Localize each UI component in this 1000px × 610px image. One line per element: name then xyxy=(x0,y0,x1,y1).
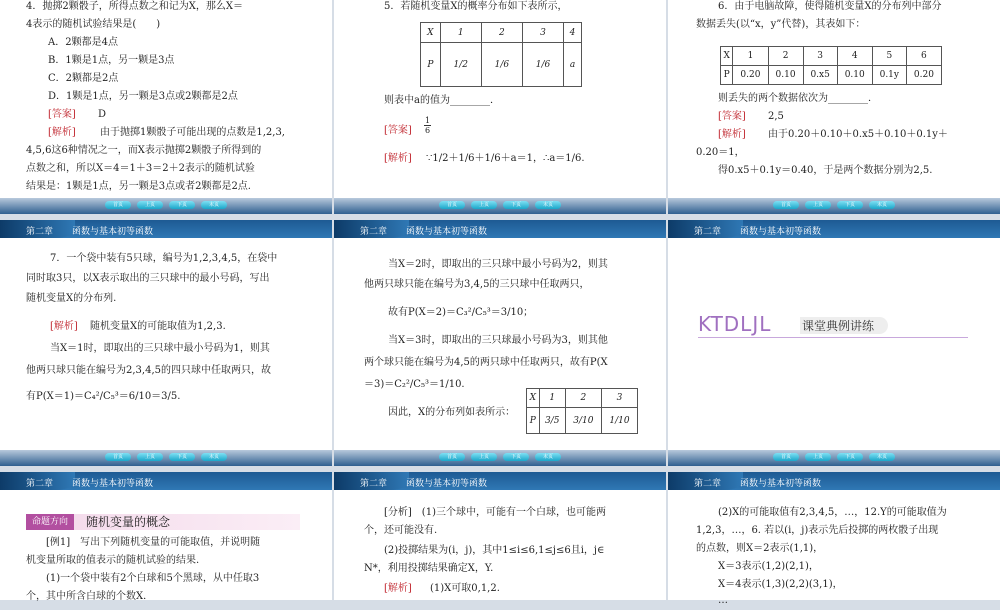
explanation-text: 当X＝2时，即取出的三只球中最小号码为2，则其 xyxy=(388,259,608,270)
example-text: (1)一个袋中装有2个白球和5个黑球，从中任取3 xyxy=(46,573,260,584)
last-page-button[interactable]: 末页 xyxy=(869,201,895,209)
example-text: 个，其中所含白球的个数X． xyxy=(26,591,154,602)
distribution-table xyxy=(720,46,942,85)
slide-footer xyxy=(334,198,666,214)
last-page-button[interactable]: 末页 xyxy=(535,201,561,209)
analysis-text: N*，利用投掷结果确定X，Y. xyxy=(364,563,494,574)
question-blank: 则表中a的值为________． xyxy=(384,95,500,106)
slide-header xyxy=(668,220,1000,238)
table-cell: 3/10 xyxy=(565,408,601,434)
table-cell: 1/6 xyxy=(481,43,522,87)
table-cell: X xyxy=(721,47,733,66)
section-title: 课堂典例讲练 xyxy=(800,317,888,334)
explanation-label: [解析] xyxy=(384,153,412,164)
slide-5 xyxy=(334,220,666,466)
next-page-button[interactable]: 下页 xyxy=(169,453,195,461)
explanation-text: 1,2,3，…，6. 若以(i，j)表示先后投掷的两枚骰子出现 xyxy=(696,525,939,536)
table-cell: 0.20 xyxy=(733,66,768,85)
explanation-text: 由于抛掷1颗骰子可能出现的点数是1,2,3, xyxy=(100,127,285,138)
prev-page-button[interactable]: 上页 xyxy=(805,453,831,461)
table-cell: 2 xyxy=(481,23,522,43)
explanation-label: [解析] xyxy=(384,583,412,594)
option-c: C．2颗都是2点 xyxy=(48,73,119,84)
table-cell: 0.10 xyxy=(837,66,872,85)
table-cell: 3 xyxy=(803,47,837,66)
topic-tag: 命题方向 xyxy=(26,514,74,530)
question-text: 5．若随机变量X的概率分布如下表所示， xyxy=(384,1,568,12)
analysis-text: [分析] (1)三个球中，可能有一个白球，也可能两 xyxy=(384,507,606,518)
table-cell: 0.x5 xyxy=(803,66,837,85)
explanation-text: 两个球只能在编号为4,5的两只球中任取两只，故有P(X xyxy=(364,357,608,368)
table-cell: P xyxy=(421,43,441,87)
table-cell: 0.10 xyxy=(768,66,803,85)
next-page-button[interactable]: 下页 xyxy=(837,201,863,209)
slide-header xyxy=(334,472,666,490)
table-cell: 2 xyxy=(565,389,601,408)
slide-footer xyxy=(0,198,332,214)
slide-footer xyxy=(668,450,1000,466)
first-page-button[interactable]: 首页 xyxy=(105,201,131,209)
question-text: 同时取3只，以X表示取出的三只球中的最小号码，写出 xyxy=(26,273,270,284)
last-page-button[interactable]: 末页 xyxy=(201,453,227,461)
distribution-table xyxy=(526,388,638,434)
fraction-numerator: 1 xyxy=(425,116,431,125)
slide-2 xyxy=(334,0,666,214)
question-blank: 则丢失的两个数据依次为________． xyxy=(718,93,878,104)
table-cell: 6 xyxy=(906,47,941,66)
explanation-text: 当X＝3时，即取出的三只球最小号码为3，则其他 xyxy=(388,335,608,346)
question-text: 7．一个袋中装有5只球，编号为1,2,3,4,5，在袋中 xyxy=(50,253,278,264)
question-text: 随机变量X的分布列. xyxy=(26,293,117,304)
explanation-text: 当X＝1时，即取出的三只球中最小号码为1，则其 xyxy=(50,343,270,354)
slide-4 xyxy=(0,220,332,466)
topic-title: 随机变量的概念 xyxy=(86,515,171,529)
prev-page-button[interactable]: 上页 xyxy=(471,201,497,209)
explanation-text: 0.20＝1， xyxy=(696,147,745,158)
next-page-button[interactable]: 下页 xyxy=(503,453,529,461)
option-a: A．2颗都是4点 xyxy=(48,37,118,48)
last-page-button[interactable]: 末页 xyxy=(535,453,561,461)
chapter-title: 函数与基本初等函数 xyxy=(72,479,154,489)
explanation-label: [解析] xyxy=(48,127,76,138)
explanation-label: [解析] xyxy=(50,321,78,332)
table-cell: P xyxy=(721,66,733,85)
table-cell: 0.1y xyxy=(872,66,906,85)
explanation-text: X＝4表示(1,3)(2,2)(3,1)， xyxy=(718,579,843,590)
chapter-label: 第二章 xyxy=(694,227,722,237)
chapter-label: 第二章 xyxy=(26,227,54,237)
slide-header xyxy=(334,220,666,238)
explanation-label: [解析] xyxy=(718,129,746,140)
question-text: 数据丢失(以“x，y”代替)，其表如下： xyxy=(696,19,866,30)
next-page-button[interactable]: 下页 xyxy=(837,453,863,461)
slide-6 xyxy=(668,220,1000,466)
answer-value: D xyxy=(98,109,107,120)
distribution-table xyxy=(420,22,582,87)
explanation-text: 的点数，则X＝2表示(1,1)， xyxy=(696,543,824,554)
section-logo: KTDLJL xyxy=(698,312,772,336)
chapter-title: 函数与基本初等函数 xyxy=(406,227,488,237)
table-cell: 4 xyxy=(837,47,872,66)
table-cell: 3/5 xyxy=(539,408,565,434)
slide-header xyxy=(0,472,332,490)
table-cell: 5 xyxy=(872,47,906,66)
chapter-label: 第二章 xyxy=(360,227,388,237)
answer-value: 2,5 xyxy=(768,111,784,122)
explanation-text: X＝3表示(1,2)(2,1)， xyxy=(718,561,819,572)
explanation-text: 因此，X的分布列如表所示： xyxy=(388,407,516,418)
formula: ＝3)＝C₂²/C₅³＝1/10. xyxy=(364,379,465,390)
explanation-text: (2)X的可能取值有2,3,4,5，…，12.Y的可能取值为 xyxy=(718,507,947,518)
table-cell: a xyxy=(564,43,582,87)
chapter-title: 函数与基本初等函数 xyxy=(740,479,822,489)
question-text: 6．由于电脑故障，使得随机变量X的分布列中部分 xyxy=(718,1,942,12)
slide-9 xyxy=(668,472,1000,606)
last-page-button[interactable]: 末页 xyxy=(201,201,227,209)
table-cell: 1/6 xyxy=(522,43,563,87)
first-page-button[interactable]: 首页 xyxy=(105,453,131,461)
chapter-title: 函数与基本初等函数 xyxy=(740,227,822,237)
prev-page-button[interactable]: 上页 xyxy=(137,201,163,209)
chapter-title: 函数与基本初等函数 xyxy=(72,227,154,237)
explanation-text: (1)X可取0,1,2. xyxy=(430,583,500,594)
first-page-button[interactable]: 首页 xyxy=(773,201,799,209)
question-text: 4表示的随机试验结果是( ) xyxy=(26,19,161,30)
table-cell: 3 xyxy=(522,23,563,43)
explanation-text: 结果是：1颗是1点，另一颗是3点或者2颗都是2点. xyxy=(26,181,251,192)
question-text: 4．抛掷2颗骰子，所得点数之和记为X，那么X＝ xyxy=(26,1,243,12)
prev-page-button[interactable]: 上页 xyxy=(471,453,497,461)
table-cell: P xyxy=(527,408,540,434)
example-text: [例1] 写出下列随机变量的可能取值，并说明随 xyxy=(46,537,261,548)
slide-8 xyxy=(334,472,666,600)
chapter-label: 第二章 xyxy=(694,479,722,489)
table-cell: X xyxy=(421,23,441,43)
explanation-text: 他两只球只能在编号为3,4,5的三只球中任取两只， xyxy=(364,279,590,290)
table-cell: 1 xyxy=(440,23,481,43)
chapter-label: 第二章 xyxy=(360,479,388,489)
chapter-title: 函数与基本初等函数 xyxy=(406,479,488,489)
slide-header xyxy=(668,472,1000,490)
analysis-text: (2)投掷结果为(i，j)，其中1≤i≤6,1≤j≤6且i，j∈ xyxy=(384,545,605,556)
first-page-button[interactable]: 首页 xyxy=(773,453,799,461)
slide-footer xyxy=(0,450,332,466)
first-page-button[interactable]: 首页 xyxy=(439,453,465,461)
explanation-text: 由于0.20＋0.10＋0.x5＋0.10＋0.1y＋ xyxy=(768,129,948,140)
explanation-text: 得0.x5＋0.1y＝0.40，于是两个数据分别为2,5. xyxy=(718,165,933,176)
table-cell: 1/10 xyxy=(601,408,637,434)
answer-label: [答案] xyxy=(718,111,746,122)
last-page-button[interactable]: 末页 xyxy=(869,453,895,461)
option-b: B．1颗是1点，另一颗是3点 xyxy=(48,55,175,66)
answer-label: [答案] xyxy=(384,125,412,136)
divider xyxy=(698,337,968,338)
table-cell: X xyxy=(527,389,540,408)
table-cell: 1 xyxy=(539,389,565,408)
explanation-text: 点数之和，所以X＝4＝1＋3＝2＋2表示的随机试验 xyxy=(26,163,255,174)
prev-page-button[interactable]: 上页 xyxy=(137,453,163,461)
slide-3 xyxy=(668,0,1000,214)
ellipsis: … xyxy=(718,595,728,606)
explanation-text: 随机变量X的可能取值为1,2,3. xyxy=(90,321,226,332)
slide-footer xyxy=(668,198,1000,214)
answer-label: [答案] xyxy=(48,109,76,120)
slide-1 xyxy=(0,0,332,214)
table-cell: 1/2 xyxy=(440,43,481,87)
formula: 故有P(X＝2)＝C₃²/C₅³＝3/10； xyxy=(388,307,534,318)
option-d: D．1颗是1点，另一颗是3点或2颗都是2点 xyxy=(48,91,238,102)
prev-page-button[interactable]: 上页 xyxy=(805,201,831,209)
next-page-button[interactable]: 下页 xyxy=(169,201,195,209)
table-cell: 3 xyxy=(601,389,637,408)
example-text: 机变量所取的值表示的随机试验的结果. xyxy=(26,555,200,566)
first-page-button[interactable]: 首页 xyxy=(439,201,465,209)
topic-banner xyxy=(26,514,300,530)
slide-7 xyxy=(0,472,332,600)
table-cell: 2 xyxy=(768,47,803,66)
answer-value xyxy=(424,116,431,135)
next-page-button[interactable]: 下页 xyxy=(503,201,529,209)
table-cell: 0.20 xyxy=(906,66,941,85)
table-cell: 1 xyxy=(733,47,768,66)
formula: 有P(X＝1)＝C₄²/C₅³＝6/10＝3/5. xyxy=(26,391,181,402)
chapter-label: 第二章 xyxy=(26,479,54,489)
fraction-denominator: 6 xyxy=(425,126,431,135)
analysis-text: 个，还可能没有. xyxy=(364,525,438,536)
slide-footer xyxy=(334,450,666,466)
explanation-text: ∵1/2＋1/6＋1/6＋a＝1，∴a＝1/6. xyxy=(426,153,585,164)
explanation-text: 他两只球只能在编号为2,3,4,5的四只球中任取两只，故 xyxy=(26,365,271,376)
table-cell: 4 xyxy=(564,23,582,43)
slide-header xyxy=(0,220,332,238)
explanation-text: 4,5,6这6种情况之一，而X表示抛掷2颗骰子所得到的 xyxy=(26,145,262,156)
